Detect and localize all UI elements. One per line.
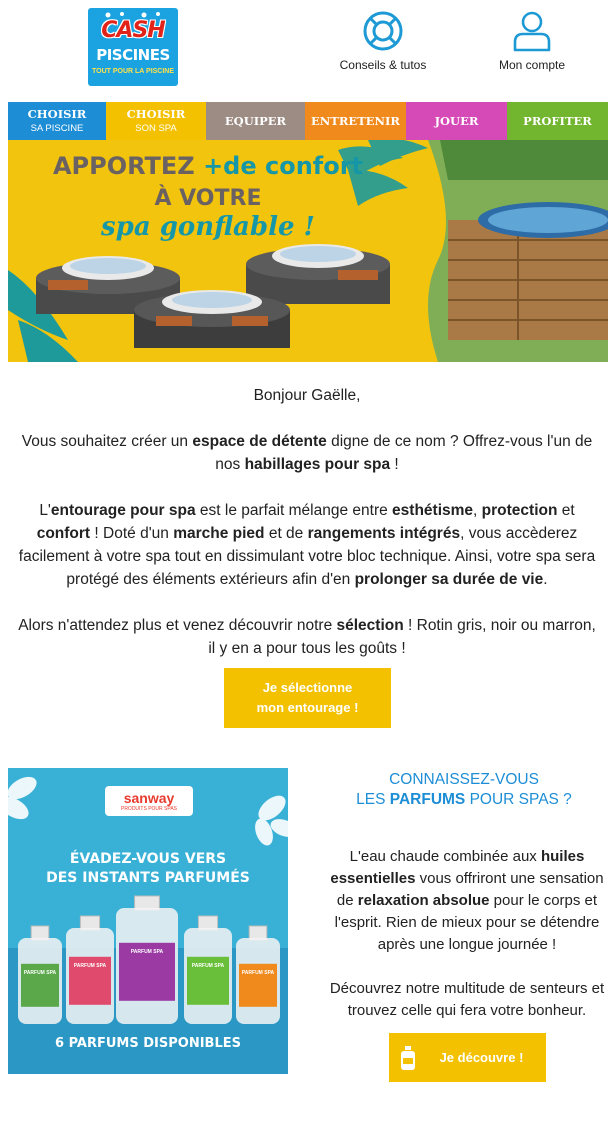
email-header: [0, 0, 613, 100]
bottle-label: PARFUM SPA: [130, 948, 164, 955]
text-span: et: [557, 502, 575, 519]
hero-headline-1a: APPORTEZ: [52, 152, 195, 180]
parfum-bottle: [184, 916, 232, 1024]
cash-piscines-logo[interactable]: [88, 8, 178, 86]
parfum-bottle: [18, 926, 62, 1024]
parfums-paragraph-1: [324, 846, 610, 956]
cta-line-1: Je sélectionne: [262, 680, 353, 695]
text-bold: prolonger sa durée de vie: [354, 571, 544, 588]
text-bold: habillages pour spa: [244, 456, 391, 473]
logo-cash-text: CASH: [101, 18, 165, 43]
parfums-headline-2: DES INSTANTS PARFUMÉS: [46, 870, 250, 886]
nav-label: CHOISIR: [126, 106, 186, 121]
parfums-section-text: [324, 846, 610, 1044]
text-span: !: [390, 456, 399, 473]
nav-equiper[interactable]: [206, 102, 305, 140]
main-nav: [8, 102, 608, 140]
parfums-headline: [8, 850, 288, 888]
nav-entretenir[interactable]: [305, 102, 406, 140]
hero-headline-1b: +de confort: [203, 152, 364, 180]
text-bold: esthétisme: [392, 502, 474, 519]
title-line-1: CONNAISSEZ-VOUS: [389, 771, 539, 788]
text-span: ,: [473, 502, 482, 519]
text-bold: confort: [36, 525, 91, 542]
text-span: , vous accèderez facilement à votre spa tout en dissimulant votre bloc technique. Ainsi, votre spa sera protégé des éléments extérieurs afin d'en: [18, 525, 596, 588]
title-line-2a: LES: [356, 791, 390, 808]
bottle-label: PARFUM SPA: [73, 962, 107, 969]
cta-label: [257, 678, 359, 718]
text-span: pour le corps et l'esprit. Rien de mieux pour se détendre après une longue journée !: [334, 892, 600, 953]
text-bold: marche pied: [173, 525, 265, 542]
logo-tagline: TOUT POUR LA PISCINE: [91, 68, 175, 75]
text-span: Vous souhaitez créer un: [21, 433, 193, 450]
text-bold: relaxation absolue: [357, 892, 490, 909]
parfums-paragraph-2: Découvrez notre multitude de senteurs et trouvez celle qui fera votre bonheur.: [329, 980, 605, 1019]
text-span: L': [39, 502, 51, 519]
select-entourage-button[interactable]: [224, 668, 391, 728]
text-bold: protection: [481, 502, 558, 519]
hero-headline-1: [8, 152, 408, 180]
text-span: .: [543, 571, 548, 588]
hero-headline-3: spa gonflable !: [101, 212, 315, 242]
nav-choisir-piscine[interactable]: [8, 102, 106, 140]
mon-compte-link[interactable]: [477, 10, 587, 72]
greeting: Bonjour Gaëlle,: [253, 387, 361, 404]
nav-jouer[interactable]: [406, 102, 507, 140]
intro-paragraph-1: [14, 430, 600, 476]
sanway-brand-sub: PRODUITS POUR SPAS: [120, 806, 178, 812]
text-bold: rangements intégrés: [307, 525, 461, 542]
decouvre-label: Je découvre !: [439, 1050, 524, 1065]
intro-paragraph-3: [14, 614, 600, 660]
parfums-section-title: [316, 770, 612, 810]
parfums-headline-1: ÉVADEZ-VOUS VERS: [69, 851, 227, 867]
title-line-2b: PARFUMS: [389, 791, 466, 808]
text-span: ! Rotin gris, noir ou marron, il y en a pour tous les goûts !: [208, 617, 596, 657]
text-bold: espace de détente: [192, 433, 327, 450]
text-bold: huiles essentielles: [330, 848, 585, 887]
parfums-footer: 6 PARFUMS DISPONIBLES: [55, 1036, 241, 1051]
parfum-bottle: [66, 916, 114, 1024]
nav-label: PROFITER: [523, 113, 592, 128]
intro-paragraph-2: [14, 499, 600, 591]
sanway-brand-name: sanway: [123, 790, 175, 806]
bottle-label: PARFUM SPA: [23, 969, 57, 976]
text-bold: sélection: [336, 617, 404, 634]
cta-line-2: mon entourage !: [256, 700, 359, 715]
text-span: ! Doté d'un: [90, 525, 174, 542]
user-icon: [511, 10, 553, 52]
hero-banner[interactable]: [8, 140, 608, 362]
text-span: L'eau chaude combinée aux: [349, 848, 541, 865]
parfum-bottle: [116, 896, 178, 1024]
mon-compte-label: Mon compte: [498, 58, 566, 72]
lifebuoy-icon: [362, 10, 404, 52]
hero-headline-2: À VOTRE: [154, 186, 262, 211]
nav-label: EQUIPER: [224, 113, 287, 128]
nav-sublabel: SA PISCINE: [30, 122, 84, 134]
logo-piscines-text: PISCINES: [96, 46, 170, 64]
text-span: vous offriront une sensation de: [336, 870, 604, 909]
sanway-parfums-image[interactable]: [8, 768, 288, 1074]
conseils-tutos-label: Conseils & tutos: [339, 58, 427, 72]
text-span: et de: [264, 525, 308, 542]
nav-label: JOUER: [434, 113, 479, 128]
nav-label: ENTRETENIR: [311, 113, 400, 128]
conseils-tutos-link[interactable]: [328, 10, 438, 72]
text-bold: entourage pour spa: [50, 502, 196, 519]
intro-text: [14, 384, 600, 683]
text-span: digne de ce nom ? Offrez-vous l'un de nos: [215, 433, 593, 473]
sanway-brand-badge: [105, 786, 193, 816]
nav-sublabel: SON SPA: [135, 122, 177, 134]
decouvre-button[interactable]: [389, 1033, 546, 1082]
text-span: est le parfait mélange entre: [195, 502, 393, 519]
nav-profiter[interactable]: [507, 102, 608, 140]
bottle-icon: [389, 1045, 427, 1071]
nav-choisir-spa[interactable]: [106, 102, 206, 140]
bottle-label: PARFUM SPA: [191, 962, 225, 969]
nav-label: CHOISIR: [27, 106, 87, 121]
parfum-bottle: [236, 926, 280, 1024]
bottle-label: PARFUM SPA: [241, 969, 275, 976]
text-span: Alors n'attendez plus et venez découvrir notre: [18, 617, 337, 634]
title-line-2c: POUR SPAS ?: [465, 791, 572, 808]
